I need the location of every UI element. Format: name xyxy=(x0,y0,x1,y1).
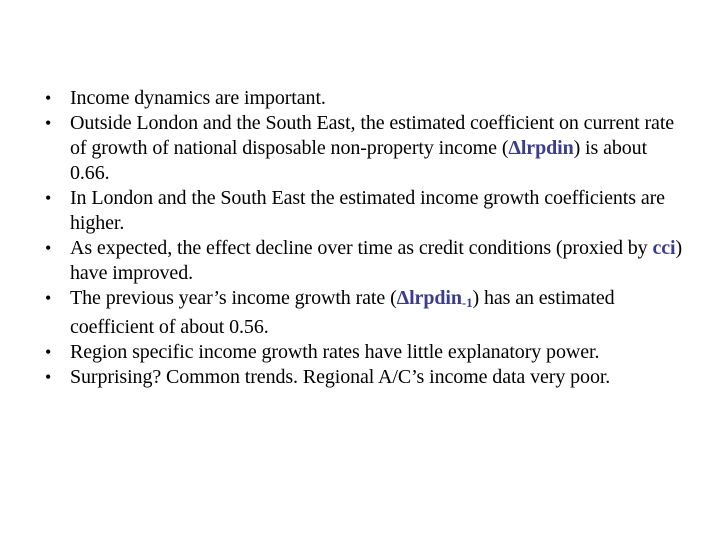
bullet-dot-icon: • xyxy=(45,188,52,208)
bullet-text: ) has an estimated coefficient of about 0.56. xyxy=(70,287,615,338)
bullet-text: ) is about 0.66. xyxy=(70,137,648,184)
variable-name: Δlrpdin xyxy=(396,287,462,309)
variable-label xyxy=(397,287,473,309)
bullet-text: Surprising? Common trends. Regional A/C’s income data very poor. xyxy=(70,366,611,388)
bullet-dot-icon: • xyxy=(45,342,52,362)
bullet-text: As expected, the effect decline over time as credit conditions (proxied by xyxy=(70,237,653,259)
bullet-item-3 xyxy=(45,186,685,236)
bullet-item-2 xyxy=(45,111,685,186)
variable-label: cci xyxy=(652,237,676,259)
variable-subscript: -1 xyxy=(461,295,473,310)
bullet-dot-icon: • xyxy=(45,367,52,387)
bullet-text: ) have improved. xyxy=(70,237,683,284)
bullet-dot-icon: • xyxy=(45,288,52,308)
variable-label: Δlrpdin xyxy=(508,137,574,159)
bullet-dot-icon: • xyxy=(45,238,52,258)
bullet-item-1 xyxy=(45,86,685,111)
bullet-item-7 xyxy=(45,365,685,390)
bullet-dot-icon: • xyxy=(45,113,52,133)
bullet-list xyxy=(45,86,685,390)
bullet-text: Region specific income growth rates have little explanatory power. xyxy=(70,341,600,363)
bullet-item-5 xyxy=(45,286,685,340)
bullet-text: Income dynamics are important. xyxy=(70,87,326,109)
bullet-text: In London and the South East the estimated income growth coefficients are higher. xyxy=(70,187,665,234)
bullet-text: The previous year’s income growth rate ( xyxy=(70,287,397,309)
bullet-item-4 xyxy=(45,236,685,286)
bullet-text: Outside London and the South East, the estimated coefficient on current rate of growth of national disposable non-property income ( xyxy=(70,112,675,159)
bullet-dot-icon: • xyxy=(45,88,52,108)
bullet-item-6 xyxy=(45,340,685,365)
